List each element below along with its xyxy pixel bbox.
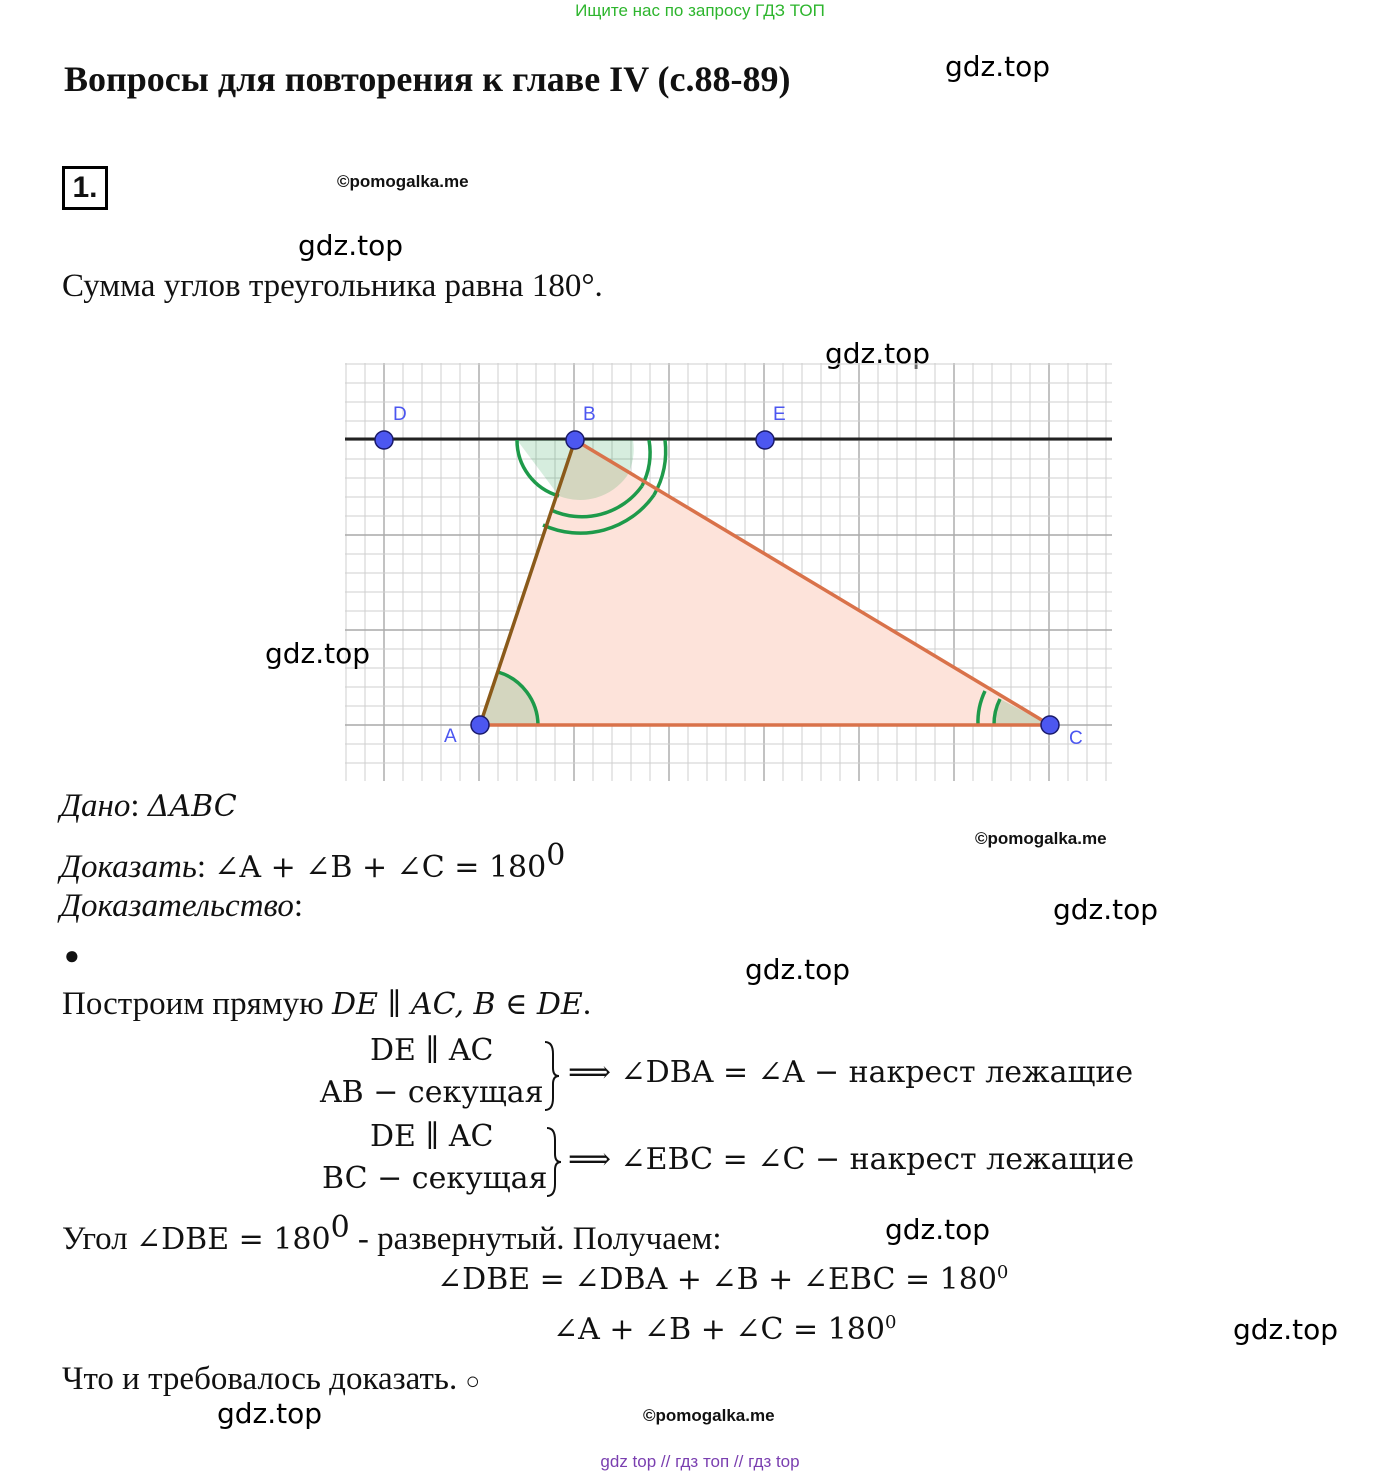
equation-2 <box>553 1312 896 1347</box>
copyright-mark: ©pomogalka.me <box>337 172 469 191</box>
construction-math: DE ∥ AC, B ∈ DE <box>332 987 583 1022</box>
straight-angle-text2: - развернутый. Получаем: <box>357 1221 722 1257</box>
watermark: gdz.top <box>265 637 371 670</box>
page-title: Вопросы для повторения к главе IV (с.88-89) <box>64 59 791 99</box>
label-b: B <box>583 404 596 425</box>
conclusion-line <box>62 1361 480 1398</box>
top-banner[interactable]: Ищите нас по запросу ГДЗ ТОП <box>575 1 825 20</box>
theorem-statement: Сумма углов треугольника равна 180°. <box>62 268 603 304</box>
system1-line2: AB − секущая <box>320 1075 544 1110</box>
footer-links[interactable]: gdz top // гдз топ // гдз top <box>600 1452 800 1471</box>
copyright-mark: ©pomogalka.me <box>643 1406 775 1425</box>
label-c: C <box>1069 728 1083 749</box>
construction-text: Построим прямую <box>62 986 324 1022</box>
bullet: ● <box>64 941 80 970</box>
point-b <box>566 431 584 449</box>
watermark: gdz.top <box>217 1397 323 1430</box>
given-value: ΔABC <box>147 789 237 824</box>
label-d: D <box>393 404 407 425</box>
label-a: A <box>444 726 457 747</box>
watermark: gdz.top <box>945 50 1051 83</box>
task-number: 1. <box>62 166 108 210</box>
point-d <box>375 431 393 449</box>
proof-line: Доказательство: <box>60 888 304 924</box>
label-e: E <box>773 404 786 425</box>
qed-mark: ○ <box>465 1369 480 1395</box>
construction-line: Построим прямую DE ∥ AC, B ∈ DE. <box>62 986 592 1022</box>
system2-result: ⟹ ∠EBC = ∠C − накрест лежащие <box>568 1142 1135 1177</box>
degree-sup: 0 <box>330 1210 350 1245</box>
degree-sup: 0 <box>546 838 566 873</box>
prove-line: Доказать: ∠A + ∠B + ∠C = $180^0$ <box>60 838 566 885</box>
watermark: gdz.top <box>1053 893 1159 926</box>
watermark: gdz.top <box>825 337 931 370</box>
degree-sup: 0 <box>884 1312 897 1333</box>
degree-sup: 0 <box>996 1262 1009 1283</box>
system2-brace <box>545 1126 563 1198</box>
straight-angle-math: ∠DBE = 180 <box>135 1222 331 1257</box>
point-a <box>471 716 489 734</box>
equation-2-body: ∠A + ∠B + ∠C = 180 <box>553 1312 885 1347</box>
equation-1 <box>437 1262 1008 1297</box>
given-line: Дано: ΔABC <box>60 788 237 824</box>
proof-label: Доказательство <box>60 888 294 924</box>
watermark: gdz.top <box>298 229 404 262</box>
system2-line2: BC − секущая <box>322 1161 548 1196</box>
system1-result: ⟹ ∠DBA = ∠A − накрест лежащие <box>568 1055 1134 1090</box>
straight-angle-line <box>62 1210 722 1258</box>
watermark: gdz.top <box>885 1213 991 1246</box>
given-label: Дано <box>60 788 131 824</box>
conclusion-text: Что и требовалось доказать. <box>62 1361 458 1397</box>
equation-1-body: ∠DBE = ∠DBA + ∠B + ∠EBC = 180 <box>437 1262 997 1297</box>
prove-value: ∠A + ∠B + ∠C = 180 <box>214 850 547 885</box>
system1-brace <box>543 1040 561 1112</box>
point-e <box>756 431 774 449</box>
watermark: gdz.top <box>1233 1313 1339 1346</box>
straight-angle-text1: Угол <box>62 1221 128 1257</box>
triangle-figure <box>345 363 1115 783</box>
prove-label: Доказать <box>60 849 197 885</box>
system1-line1: DE ∥ AC <box>370 1033 494 1068</box>
system2-line1: DE ∥ AC <box>370 1119 494 1154</box>
copyright-mark: ©pomogalka.me <box>975 829 1107 848</box>
point-c <box>1041 716 1059 734</box>
watermark: gdz.top <box>745 953 851 986</box>
